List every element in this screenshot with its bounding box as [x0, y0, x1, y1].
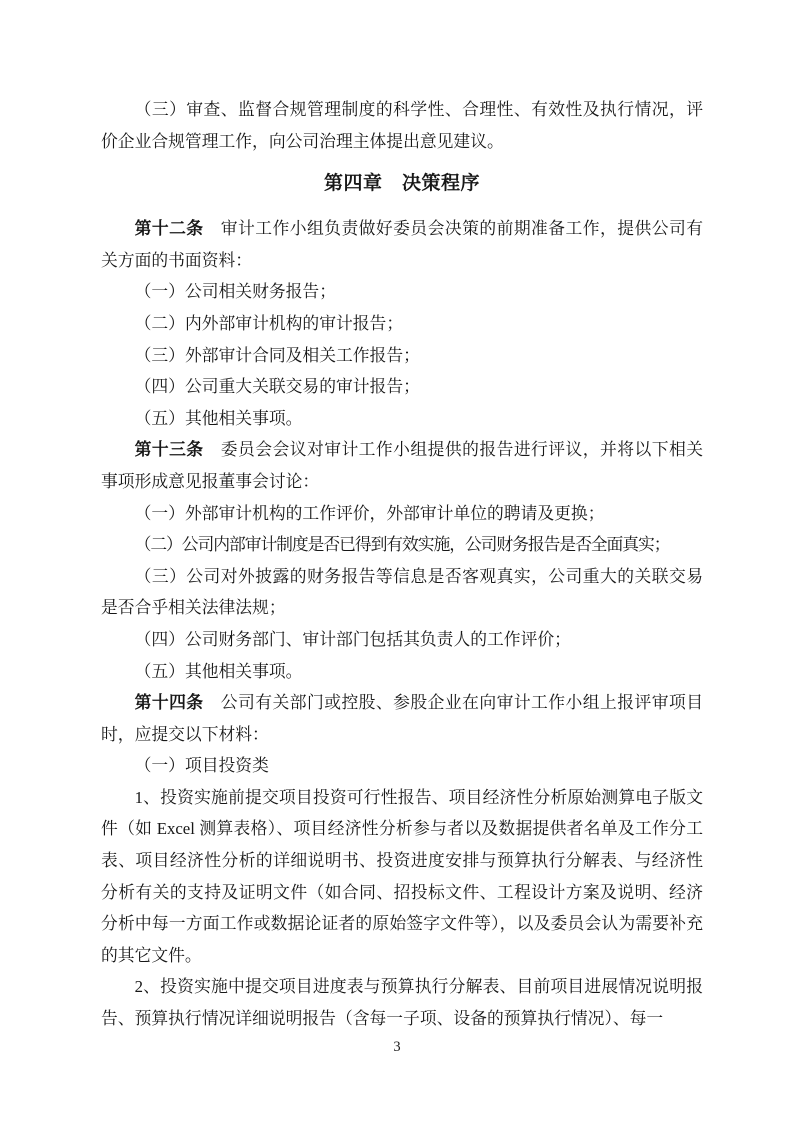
text-run: （一）公司相关财务报告； — [134, 282, 336, 302]
numbered-item — [101, 971, 703, 1034]
article-number: 第十四条 — [134, 693, 204, 713]
text-run: 2、投资实施中提交项目进度表与预算执行分解表、目前项目进展情况说明报告、预算执行情况详细说明报告（含每一子项、设备的预算执行情况）、每一 — [101, 977, 703, 1029]
article-number: 第四章 决策程序 — [323, 173, 480, 195]
text-run: 审计工作小组负责做好委员会决策的前期准备工作，提供公司有关方面的书面资料： — [101, 219, 703, 270]
list-item — [101, 498, 703, 530]
text-run: （三）外部审计合同及相关工作报告； — [134, 345, 420, 365]
list-item — [101, 656, 703, 688]
article-number: 第十二条 — [134, 219, 204, 239]
text-run: （一）外部审计机构的工作评价，外部审计单位的聘请及更换； — [134, 503, 605, 523]
text-run: 委员会会议对审计工作小组提供的报告进行评议，并将以下相关事项形成意见报董事会讨论： — [101, 440, 703, 491]
article-paragraph — [101, 434, 703, 497]
list-item — [101, 529, 703, 561]
text-run: （四）公司重大关联交易的审计报告； — [134, 377, 420, 397]
list-item — [101, 276, 703, 308]
text-run: （五）其他相关事项。 — [134, 408, 303, 428]
article-paragraph — [101, 213, 703, 276]
text-run: （二）公司内部审计制度是否已得到有效实施，公司财务报告是否全面真实； — [134, 535, 670, 555]
text-run: （三）审查、监督合规管理制度的科学性、合理性、有效性及执行情况，评价企业合规管理工作，向公司治理主体提出意见建议。 — [101, 100, 703, 151]
article-paragraph — [101, 687, 703, 750]
text-run: （二）内外部审计机构的审计报告； — [134, 313, 404, 333]
list-item — [101, 750, 703, 782]
text-run: （四）公司财务部门、审计部门包括其负责人的工作评价； — [134, 629, 571, 649]
list-item — [101, 94, 703, 157]
list-item — [101, 403, 703, 435]
numbered-item — [101, 782, 703, 972]
list-item — [101, 340, 703, 372]
list-item — [101, 561, 703, 624]
list-item — [101, 624, 703, 656]
text-run: （五）其他相关事项。 — [134, 661, 303, 681]
article-number: 第十三条 — [134, 440, 204, 460]
text-run: 1、投资实施前提交项目投资可行性报告、项目经济性分析原始测算电子版文件（如 Excel 测算表格）、项目经济性分析参与者以及数据提供者名单及工作分工表、项目经济性分析的详细说明书、投资进度安排与预算执行分解表、与经济性分析有关的支持及证明文件（如合同、招投标文件、工程设计方案及说明、经济分析中每一方面工作或数据论证者的原始签字文件等），以及委员会认为需要补充的其它文件。 — [101, 787, 703, 965]
text-run: 公司有关部门或控股、参股企业在向审计工作小组上报评审项目时，应提交以下材料： — [101, 693, 703, 744]
page-number: 3 — [393, 1038, 401, 1055]
list-item — [101, 308, 703, 340]
text-run: （三）公司对外披露的财务报告等信息是否客观真实，公司重大的关联交易是否合乎相关法律法规； — [101, 566, 703, 618]
text-run: （一）项目投资类 — [134, 756, 269, 776]
list-item — [101, 371, 703, 403]
chapter-heading — [101, 165, 703, 203]
